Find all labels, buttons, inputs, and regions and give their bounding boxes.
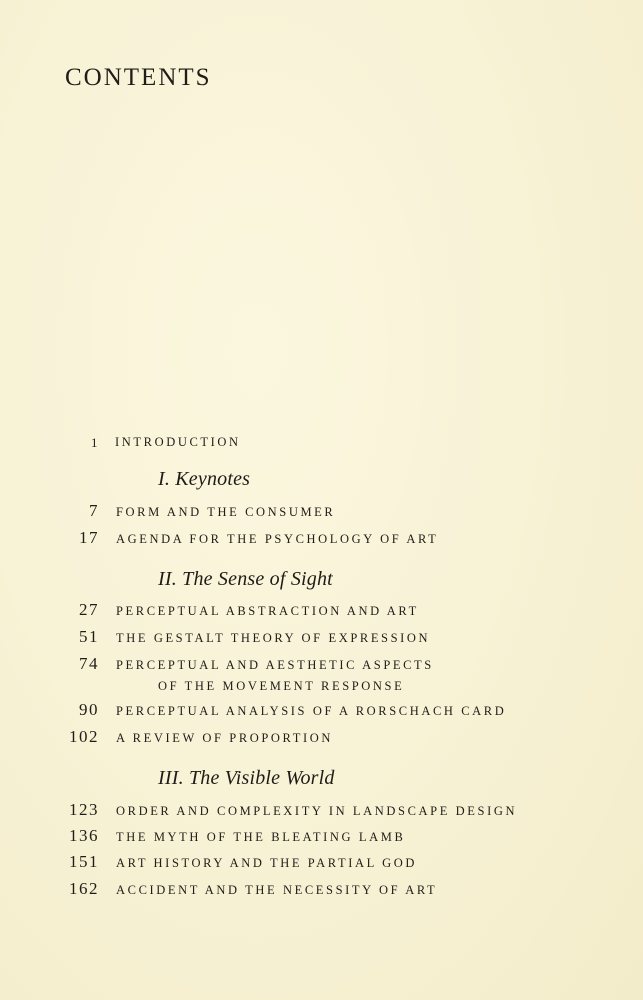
toc-page-number: 74 [79, 654, 99, 673]
toc-entry-title: THE MYTH OF THE BLEATING LAMB [116, 830, 406, 844]
toc-entry [0, 727, 643, 749]
toc-entry [0, 800, 643, 822]
toc-page-number: 151 [69, 852, 99, 871]
toc-entry [0, 501, 643, 523]
toc-entry-introduction [0, 431, 643, 453]
toc-entry [0, 700, 643, 722]
toc-page-number: 51 [79, 627, 99, 646]
part-heading-2: II. The Sense of Sight [158, 568, 333, 590]
page-title: CONTENTS [65, 64, 212, 91]
toc-page-number: 90 [79, 700, 99, 719]
toc-page-number: 7 [89, 501, 99, 520]
toc-page-number: 123 [69, 800, 99, 819]
toc-entry [0, 654, 643, 698]
toc-page-number: 17 [79, 528, 99, 547]
toc-entry-title: ORDER AND COMPLEXITY IN LANDSCAPE DESIGN [116, 804, 518, 818]
toc-entry [0, 627, 643, 649]
toc-entry-title-continuation: OF THE MOVEMENT RESPONSE [158, 679, 405, 693]
toc-page-number: 102 [69, 727, 99, 746]
toc-entry-title: ART HISTORY AND THE PARTIAL GOD [116, 856, 417, 870]
toc-entry [0, 600, 643, 622]
toc-entry-title: PERCEPTUAL AND AESTHETIC ASPECTS [116, 658, 434, 672]
toc-entry-title: PERCEPTUAL ABSTRACTION AND ART [116, 604, 419, 618]
toc-page-number: 162 [69, 879, 99, 898]
toc-entry-title: THE GESTALT THEORY OF EXPRESSION [116, 631, 431, 645]
toc-entry [0, 528, 643, 550]
toc-entry [0, 826, 643, 848]
toc-page-number: 27 [79, 600, 99, 619]
toc-entry-title: A REVIEW OF PROPORTION [116, 731, 333, 745]
toc-entry [0, 879, 643, 901]
toc-entry-title: ACCIDENT AND THE NECESSITY OF ART [116, 883, 438, 897]
part-heading-3: III. The Visible World [158, 767, 335, 789]
toc-entry-title: INTRODUCTION [115, 435, 241, 449]
part-heading-1: I. Keynotes [158, 468, 251, 490]
toc-entry-title: FORM AND THE CONSUMER [116, 505, 336, 519]
toc-page-number: 136 [69, 826, 99, 845]
toc-entry-title: AGENDA FOR THE PSYCHOLOGY OF ART [116, 532, 439, 546]
toc-entry [0, 852, 643, 874]
toc-page-number: 1 [91, 435, 99, 450]
toc-entry-title: PERCEPTUAL ANALYSIS OF A RORSCHACH CARD [116, 704, 507, 718]
